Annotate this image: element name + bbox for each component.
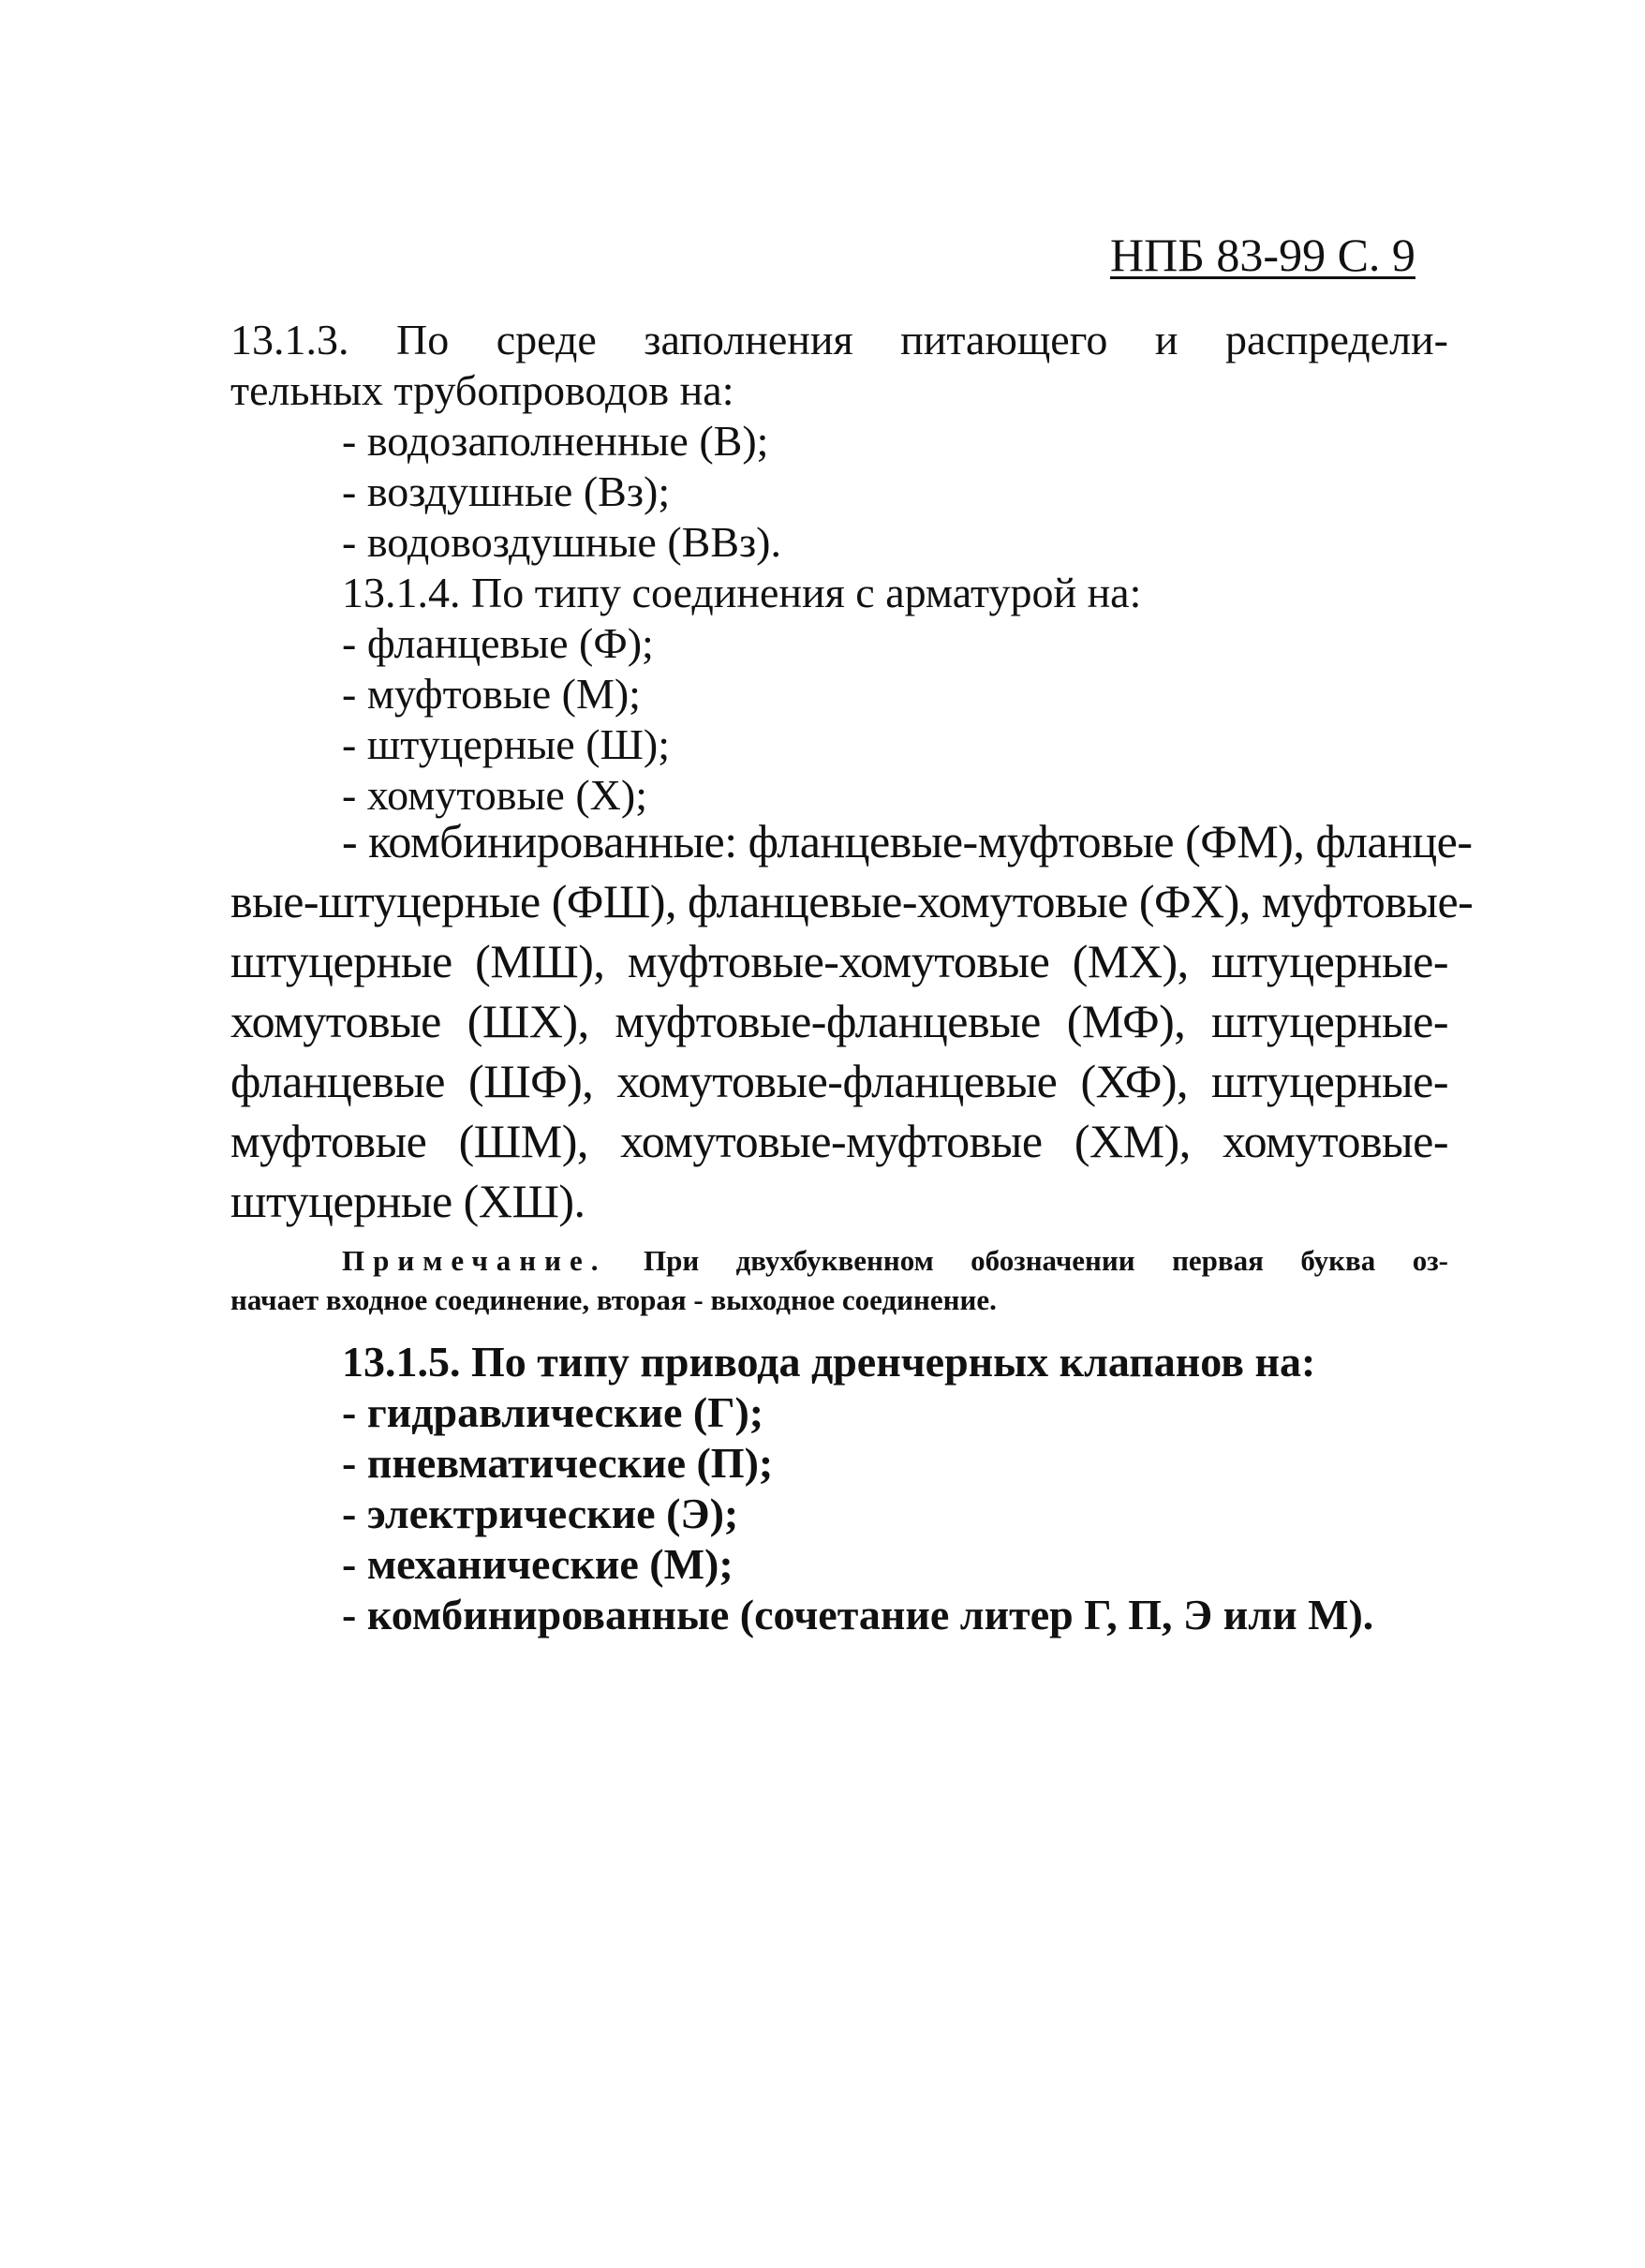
note-line (342, 1242, 1448, 1280)
list-item: - водозаполненные (В); (342, 417, 769, 465)
combined-paragraph-line: муфтовые (ШМ), хомутовые-муфтовые (ХМ), хомутовые- (230, 1115, 1448, 1167)
combined-paragraph-line: фланцевые (ШФ), хомутовые-фланцевые (ХФ), штуцерные- (230, 1055, 1448, 1107)
section-13-1-4-heading: 13.1.4. По типу соединения с арматурой на: (342, 569, 1142, 616)
list-item: - фланцевые (Ф); (342, 619, 654, 667)
list-item: - хомутовые (Х); (342, 771, 647, 819)
combined-paragraph-line: штуцерные (ХШ). (230, 1175, 585, 1227)
combined-paragraph-line: хомутовые (ШХ), муфтовые-фланцевые (МФ), штуцерные- (230, 995, 1448, 1047)
list-item: - электрические (Э); (342, 1490, 739, 1537)
note-line: начает входное соединение, вторая - выходное соединение. (230, 1283, 997, 1316)
list-item: - воздушные (Вз); (342, 467, 671, 515)
combined-paragraph-line: вые-штуцерные (ФШ), фланцевые-хомутовые (ФХ), муфтовые- (230, 875, 1474, 927)
combined-paragraph-line: штуцерные (МШ), муфтовые-хомутовые (МХ), штуцерные- (230, 935, 1448, 987)
combined-paragraph-line: - комбинированные: фланцевые-муфтовые (ФМ), фланце- (342, 815, 1473, 867)
list-item: - механические (М); (342, 1540, 734, 1588)
section-13-1-5-heading: 13.1.5. По типу привода дренчерных клапанов на: (342, 1338, 1316, 1386)
note-label: Примечание. (342, 1244, 607, 1277)
list-item: - штуцерные (Ш); (342, 720, 671, 768)
list-item: - гидравлические (Г); (342, 1388, 764, 1436)
page-header: НПБ 83-99 С. 9 (1110, 229, 1415, 281)
list-item: - пневматические (П); (342, 1439, 774, 1487)
list-item: - муфтовые (М); (342, 670, 641, 718)
section-13-1-3-heading: 13.1.3. По среде заполнения питающего и распредели- (230, 316, 1448, 363)
list-item: - водовоздушные (ВВз). (342, 518, 781, 566)
section-13-1-3-heading-cont: тельных трубопроводов на: (230, 366, 734, 414)
note-text: При двухбуквенном обозначении первая буква оз- (606, 1244, 1448, 1277)
list-item: - комбинированные (сочетание литер Г, П, Э или М). (342, 1591, 1374, 1638)
